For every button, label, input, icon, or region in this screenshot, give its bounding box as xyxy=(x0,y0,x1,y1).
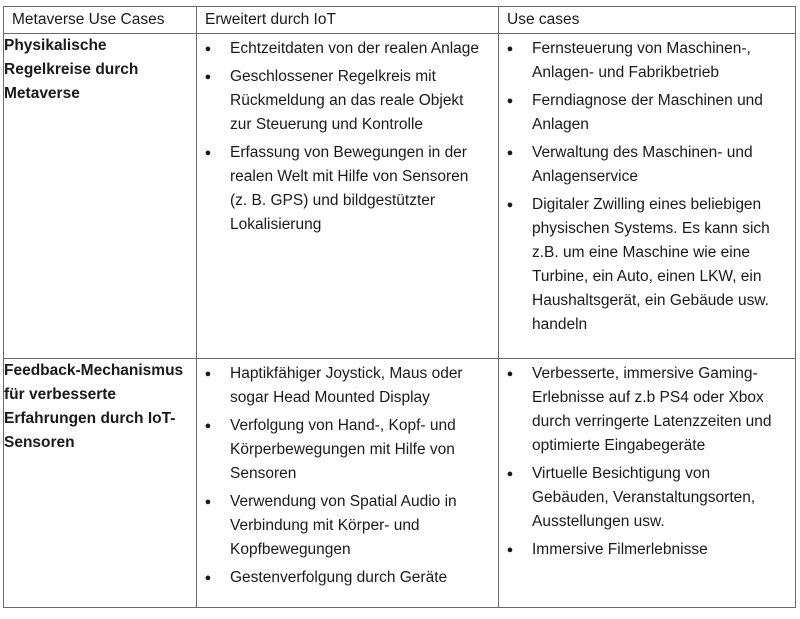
iot-list xyxy=(197,34,498,237)
list-item-text: Geschlossener Regelkreis mit Rückmeldung an das reale Objekt zur Steuerung und Kontrolle xyxy=(230,68,464,133)
bullet-icon: ● xyxy=(204,368,212,380)
table-row xyxy=(4,359,796,608)
list-item-text: Immersive Filmerlebnisse xyxy=(532,541,708,558)
use-cases-cell xyxy=(499,34,796,359)
list-item-text: Virtuelle Besichtigung von Gebäuden, Veranstaltungsorten, Ausstellungen usw. xyxy=(532,465,756,530)
bullet-icon: ● xyxy=(204,147,212,159)
list-item-text: Verwaltung des Maschinen- und Anlagenservice xyxy=(532,144,753,185)
list-item xyxy=(197,65,486,137)
bullet-icon: ● xyxy=(506,468,514,480)
list-item xyxy=(499,362,783,458)
bullet-icon: ● xyxy=(204,420,212,432)
case-cell: Physikalische Regelkreise durch Metaverse xyxy=(4,34,197,359)
metaverse-use-case-table xyxy=(3,6,796,608)
list-item-text: Verfolgung von Hand-, Kopf- und Körperbewegungen mit Hilfe von Sensoren xyxy=(230,417,456,482)
list-item-text: Fernsteuerung von Maschinen-, Anlagen- und Fabrikbetrieb xyxy=(532,40,751,81)
header-use-cases: Use cases xyxy=(499,7,796,34)
bullet-icon: ● xyxy=(506,147,514,159)
list-item-text: Haptikfähiger Joystick, Maus oder sogar Head Mounted Display xyxy=(230,365,463,406)
list-item-text: Ferndiagnose der Maschinen und Anlagen xyxy=(532,92,763,133)
bullet-icon: ● xyxy=(506,95,514,107)
header-row xyxy=(4,7,796,34)
bullet-icon: ● xyxy=(506,368,514,380)
iot-cell xyxy=(197,359,499,608)
list-item-text: Verbesserte, immersive Gaming-Erlebnisse auf z.b PS4 oder Xbox durch verringerte Latenzzeiten und optimierte Eingabegeräte xyxy=(532,365,772,454)
bullet-icon: ● xyxy=(204,71,212,83)
bullet-icon: ● xyxy=(204,572,212,584)
list-item xyxy=(499,462,783,534)
list-item-text: Gestenverfolgung durch Geräte xyxy=(230,569,448,586)
list-item xyxy=(197,141,486,237)
use-cases-cell xyxy=(499,359,796,608)
table-row xyxy=(4,34,796,359)
header-erweitert-durch-iot: Erweitert durch IoT xyxy=(197,7,499,34)
list-item-text: Echtzeitdaten von der realen Anlage xyxy=(230,40,480,57)
list-item xyxy=(499,141,783,189)
bullet-icon: ● xyxy=(204,43,212,55)
list-item xyxy=(499,89,783,137)
bullet-icon: ● xyxy=(506,199,514,211)
list-item-text: Verwendung von Spatial Audio in Verbindung mit Körper- und Kopfbewegungen xyxy=(230,493,457,558)
list-item xyxy=(197,362,486,410)
bullet-icon: ● xyxy=(506,43,514,55)
case-cell: Feedback-Mechanismus für verbesserte Erfahrungen durch IoT-Sensoren xyxy=(4,359,197,608)
iot-cell xyxy=(197,34,499,359)
header-metaverse-use-cases: Metaverse Use Cases xyxy=(4,7,197,34)
list-item xyxy=(499,37,783,85)
iot-list xyxy=(197,359,498,590)
list-item xyxy=(197,566,486,590)
use-cases-list xyxy=(499,359,795,562)
list-item-text: Erfassung von Bewegungen in der realen Welt mit Hilfe von Sensoren (z. B. GPS) und bildgestützter Lokalisierung xyxy=(230,144,469,233)
list-item xyxy=(197,37,486,61)
bullet-icon: ● xyxy=(204,496,212,508)
list-item-text: Digitaler Zwilling eines beliebigen physischen Systems. Es kann sich z.B. um eine Maschine wie eine Turbine, ein Auto, einen LKW, ein Haushaltsgerät, ein Gebäude usw. handeln xyxy=(532,196,770,333)
list-item xyxy=(499,538,783,562)
bullet-icon: ● xyxy=(506,544,514,556)
use-cases-list xyxy=(499,34,795,337)
list-item xyxy=(197,414,486,486)
list-item xyxy=(197,490,486,562)
list-item xyxy=(499,193,783,337)
